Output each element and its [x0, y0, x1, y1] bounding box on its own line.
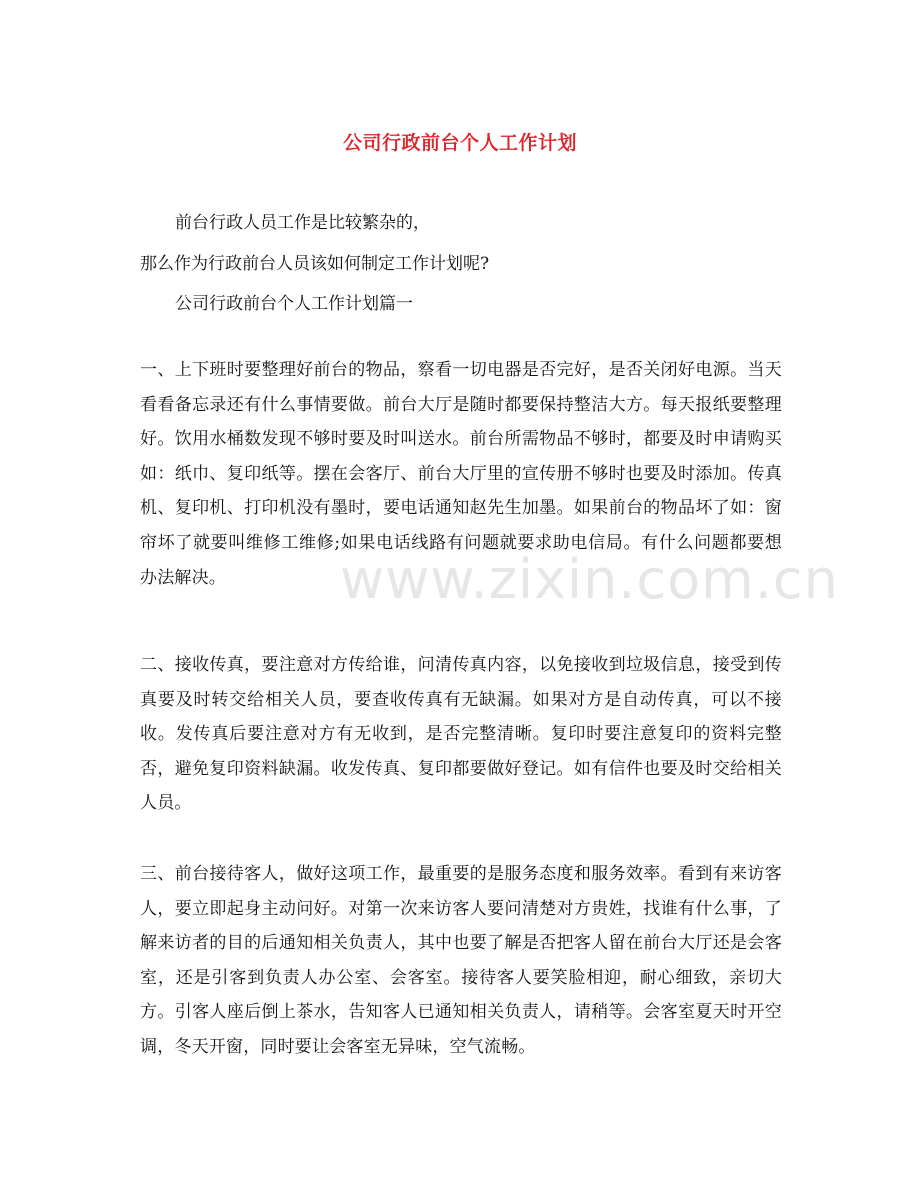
document-title: 公司行政前台个人工作计划 — [342, 132, 577, 154]
paragraph-3: 三、前台接待客人，做好这项工作，最重要的是服务态度和服务效率。看到有来访客人，要立即起身主动问好。对第一次来访客人要问清楚对方贵姓，找谁有什么事，了解来访者的目的后通知相关负责人，其中也要了解是否把客人留在前台大厅还是会客室，还是引客到负责人办公室、会客室。接待客人要笑脸相迎，耐心细致，亲切大方。引客人座后倒上茶水，告知客人已通知相关负责人，请稍等。会客室夏天时开空调，冬天开窗，同时要让会客室无异味，空气流畅。 — [140, 864, 782, 1057]
intro-line-1: 前台行政人员工作是比较繁杂的， — [175, 213, 430, 233]
paragraph-1: 一、上下班时要整理好前台的物品，察看一切电器是否完好，是否关闭好电源。当天看看备忘录还有什么事情要做。前台大厅是随时都要保持整洁大方。每天报纸要整理好。饮用水桶数发现不够时要及时叫送水。前台所需物品不够时，都要及时申请购买如：纸巾、复印纸等。摆在会客厅、前台大厅里的宣传册不够时也要及时添加。传真机、复印机、打印机没有墨时，要电话通知赵先生加墨。如果前台的物品坏了如：窗帘坏了就要叫维修工维修;如果电话线路有问题就要求助电信局。有什么问题都要想办法解决。 — [140, 360, 782, 588]
intro-line-2: 那么作为行政前台人员该如何制定工作计划呢? — [140, 254, 490, 274]
watermark: www.zixin.com.cn — [340, 548, 839, 611]
intro-line-3: 公司行政前台个人工作计划篇一 — [175, 294, 413, 314]
paragraph-2: 二、接收传真，要注意对方传给谁，问清传真内容，以免接收到垃圾信息，接受到传真要及时转交给相关人员，要查收传真有无缺漏。如果对方是自动传真，可以不接收。发传真后要注意对方有无收到，是否完整清晰。复印时要注意复印的资料完整否，避免复印资料缺漏。收发传真、复印都要做好登记。如有信件也要及时交给相关人员。 — [140, 655, 782, 814]
